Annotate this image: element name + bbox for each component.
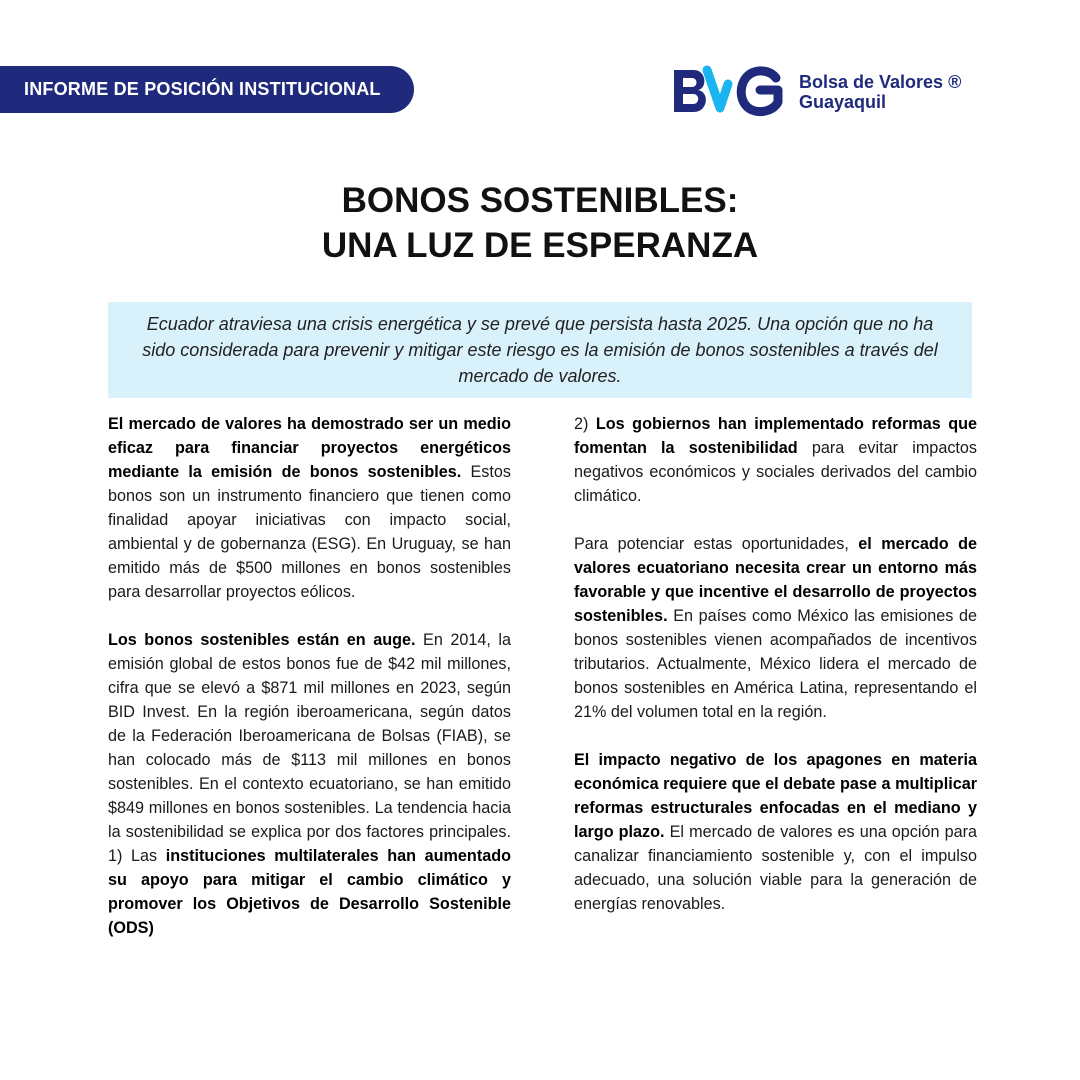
body-text: Estos bonos son un instrumento financiero que tienen como finalidad apoyar iniciativas con impacto social, ambiental y de gobernanza (ESG). En Uruguay, se han emitido más de $500 millones en bonos sostenibles para desarrollar proyectos eólicos. [108, 463, 511, 601]
report-type-label: INFORME DE POSICIÓN INSTITUCIONAL [24, 79, 381, 99]
page-title-line2: UNA LUZ DE ESPERANZA [321, 226, 759, 265]
left-column [108, 412, 511, 964]
bold-statement: instituciones multilaterales han aumentado su apoyo para mitigar el cambio climático y promover los Objetivos de Desarrollo Sostenible (ODS) [108, 847, 511, 937]
right-column [574, 412, 977, 940]
logo-name [799, 72, 961, 112]
body-text: El mercado de valores es una opción para canalizar financiamiento sostenible y, con el impulso adecuado, una solución viable para la generación de energías renovables. [574, 823, 977, 913]
page-title-line1: BONOS SOSTENIBLES: [341, 181, 739, 220]
body-text: para evitar impactos negativos económicos y sociales derivados del cambio climático. [574, 439, 978, 505]
paragraph [574, 748, 977, 916]
logo-name-line1: Bolsa de Valores ® [799, 72, 962, 92]
bold-statement: El mercado de valores ha demostrado ser un medio eficaz para financiar proyectos energéticos mediante la emisión de bonos sostenibles. [108, 415, 511, 481]
body-text: En 2014, la emisión global de estos bonos fue de $42 mil millones, cifra que se elevó a $871 mil millones en 2023, según BID Invest. En la región iberoamericana, según datos de la Federación Iberoamericana de Bolsas (FIAB), se han colocado más de $113 mil millones en bonos sostenibles. En el contexto ecuatoriano, se han emitido $849 millones en bonos sostenibles. La tendencia hacia la sostenibilidad se explica por dos factores principales. 1) Las [108, 631, 511, 865]
bold-statement: Los gobiernos han implementado reformas que fomentan la sostenibilidad [574, 415, 977, 457]
bold-statement: el mercado de valores ecuatoriano necesita crear un entorno más favorable y que incentive el desarrollo de proyectos sostenibles. [574, 535, 977, 625]
bvg-logo [670, 64, 980, 124]
paragraph [574, 412, 977, 508]
page-title [0, 178, 1080, 268]
lead-summary-text: Ecuador atraviesa una crisis energética y se prevé que persista hasta 2025. Una opción que no ha sido considerada para prevenir y mitigar este riesgo es la emisión de bonos sostenibles a través del mercado de valores. [142, 314, 938, 386]
lead-summary-box [108, 302, 972, 398]
body-text: Para potenciar estas oportunidades, [574, 535, 859, 553]
bold-statement: El impacto negativo de los apagones en materia económica requiere que el debate pase a multiplicar reformas estructurales enfocadas en el mediano y largo plazo. [574, 751, 977, 841]
bold-statement: Los bonos sostenibles están en auge. [108, 631, 416, 649]
logo-name-line2: Guayaquil [799, 92, 887, 112]
body-text: En países como México las emisiones de bonos sostenibles vienen acompañados de incentivos tributarios. Actualmente, México lidera el mercado de bonos sostenibles en América Latina, representando el 21% del volumen total en la región. [574, 607, 977, 721]
bvg-logo-mark [670, 64, 790, 120]
report-type-tag [0, 66, 414, 113]
paragraph [574, 532, 977, 724]
body-text: 2) [574, 415, 596, 433]
paragraph [108, 628, 511, 940]
paragraph [108, 412, 511, 604]
